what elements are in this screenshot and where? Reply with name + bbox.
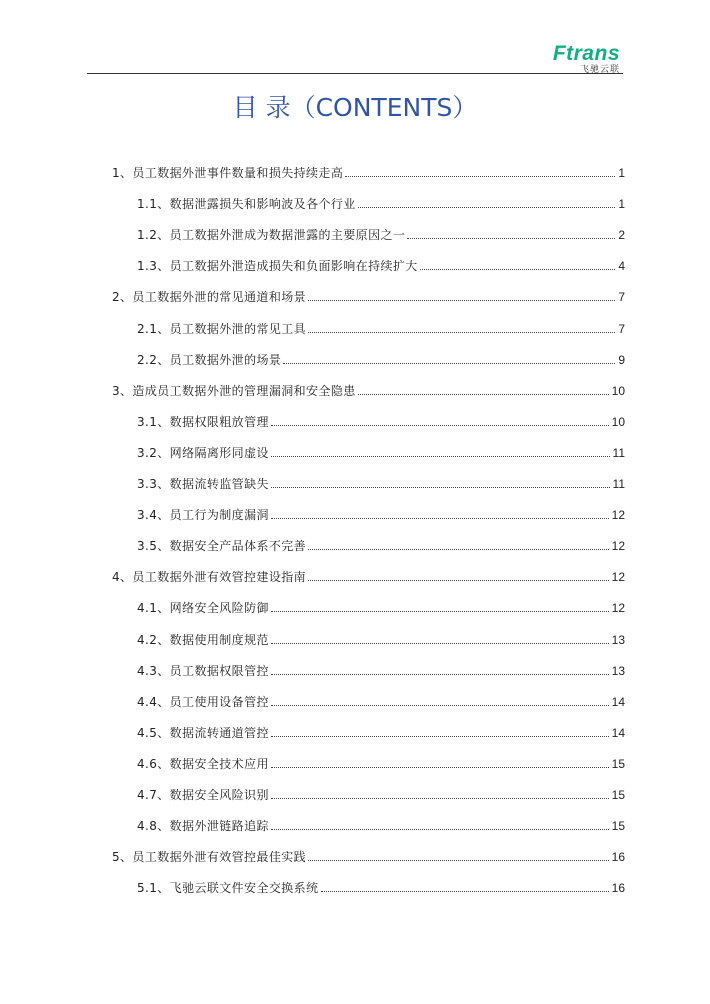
toc-entry[interactable]	[112, 772, 625, 803]
toc-page-number: 14	[611, 694, 625, 709]
toc-dot-leader	[321, 891, 609, 892]
toc-page-number: 10	[611, 414, 625, 429]
toc-entry[interactable]	[112, 399, 625, 430]
toc-entry[interactable]	[112, 554, 625, 585]
toc-entry-label: 4.5、数据流转通道管控	[137, 725, 269, 740]
toc-dot-leader	[308, 300, 615, 301]
toc-page-number: 10	[611, 383, 625, 398]
toc-dot-leader	[271, 736, 609, 737]
toc-page-number: 14	[611, 725, 625, 740]
toc-page-number: 7	[618, 290, 625, 305]
toc-dot-leader	[345, 176, 615, 177]
toc-entry-label: 1.1、数据泄露损失和影响波及各个行业	[137, 197, 356, 212]
toc-page-number: 12	[611, 508, 625, 523]
toc-entry-label: 4、员工数据外泄有效管控建设指南	[112, 570, 307, 585]
toc-page-number: 13	[611, 663, 625, 678]
logo-wordmark: Ftrans	[552, 42, 620, 65]
toc-entry-label: 3.4、员工行为制度漏洞	[137, 508, 269, 523]
toc-page-number: 16	[611, 881, 625, 896]
toc-entry[interactable]	[112, 616, 625, 647]
table-of-contents	[112, 150, 625, 896]
toc-page-number: 15	[611, 819, 625, 834]
toc-entry[interactable]	[112, 741, 625, 772]
logo-subtitle: 飞驰云联	[579, 65, 620, 75]
toc-dot-leader	[271, 456, 610, 457]
toc-page-number: 12	[611, 539, 625, 554]
toc-entry-label: 4.1、网络安全风险防御	[137, 601, 269, 616]
toc-dot-leader	[283, 363, 615, 364]
toc-dot-leader	[271, 829, 609, 830]
toc-entry[interactable]	[112, 337, 625, 368]
toc-page-number: 7	[618, 321, 625, 336]
toc-entry[interactable]	[112, 150, 625, 181]
toc-entry-label: 4.6、数据安全技术应用	[137, 756, 269, 771]
toc-entry-label: 5.1、飞驰云联文件安全交换系统	[137, 881, 319, 896]
toc-entry-label: 4.8、数据外泄链路追踪	[137, 819, 269, 834]
toc-dot-leader	[271, 705, 609, 706]
toc-page-number: 13	[611, 632, 625, 647]
toc-dot-leader	[271, 425, 609, 426]
toc-entry-label: 1.3、员工数据外泄造成损失和负面影响在持续扩大	[137, 259, 418, 274]
toc-entry-label: 3.3、数据流转监管缺失	[137, 477, 269, 492]
toc-dot-leader	[308, 580, 609, 581]
toc-dot-leader	[271, 643, 609, 644]
toc-dot-leader	[271, 798, 609, 799]
toc-entry[interactable]	[112, 523, 625, 554]
toc-entry[interactable]	[112, 461, 625, 492]
toc-entry[interactable]	[112, 648, 625, 679]
toc-entry[interactable]	[112, 274, 625, 305]
toc-dot-leader	[308, 332, 615, 333]
toc-page-number: 16	[611, 850, 625, 865]
toc-entry-label: 4.4、员工使用设备管控	[137, 694, 269, 709]
toc-entry[interactable]	[112, 679, 625, 710]
toc-page-number: 4	[618, 259, 625, 274]
toc-entry-label: 3.1、数据权限粗放管理	[137, 414, 269, 429]
toc-page-number: 12	[611, 570, 625, 585]
toc-entry[interactable]	[112, 803, 625, 834]
toc-dot-leader	[358, 207, 616, 208]
toc-page-number: 15	[611, 787, 625, 802]
toc-dot-leader	[271, 674, 609, 675]
toc-entry-label: 2、员工数据外泄的常见通道和场景	[112, 290, 307, 305]
toc-dot-leader	[271, 611, 609, 612]
toc-page-number: 11	[612, 477, 625, 492]
toc-entry[interactable]	[112, 492, 625, 523]
toc-dot-leader	[308, 549, 609, 550]
toc-entry-label: 4.2、数据使用制度规范	[137, 632, 269, 647]
header-divider	[87, 73, 623, 74]
toc-entry-label: 2.2、员工数据外泄的场景	[137, 352, 282, 367]
toc-entry-label: 4.7、数据安全风险识别	[137, 787, 269, 802]
toc-entry-label: 3.2、网络隔离形同虚设	[137, 445, 269, 460]
toc-dot-leader	[420, 269, 616, 270]
toc-entry[interactable]	[112, 212, 625, 243]
toc-page-number: 2	[618, 228, 625, 243]
company-logo	[553, 44, 620, 75]
toc-dot-leader	[271, 767, 609, 768]
toc-dot-leader	[407, 238, 615, 239]
toc-entry[interactable]	[112, 430, 625, 461]
toc-entry-label: 1.2、员工数据外泄成为数据泄露的主要原因之一	[137, 228, 406, 243]
toc-entry-label: 3、造成员工数据外泄的管理漏洞和安全隐患	[112, 383, 356, 398]
toc-page-number: 9	[618, 352, 625, 367]
toc-dot-leader	[271, 518, 609, 519]
toc-page-number: 1	[618, 166, 625, 181]
page-title: 目 录（CONTENTS）	[232, 93, 478, 122]
toc-entry[interactable]	[112, 585, 625, 616]
toc-entry-label: 2.1、员工数据外泄的常见工具	[137, 321, 307, 336]
toc-entry-label: 4.3、员工数据权限管控	[137, 663, 269, 678]
toc-dot-leader	[271, 487, 610, 488]
toc-entry[interactable]	[112, 865, 625, 896]
toc-page-number: 1	[618, 197, 625, 212]
toc-entry[interactable]	[112, 368, 625, 399]
toc-entry[interactable]	[112, 710, 625, 741]
toc-entry[interactable]	[112, 181, 625, 212]
toc-page-number: 11	[612, 445, 625, 460]
toc-entry[interactable]	[112, 305, 625, 336]
toc-entry-label: 1、员工数据外泄事件数量和损失持续走高	[112, 166, 344, 181]
toc-page-number: 12	[611, 601, 625, 616]
toc-entry[interactable]	[112, 243, 625, 274]
toc-dot-leader	[358, 394, 609, 395]
toc-page-number: 15	[611, 756, 625, 771]
toc-entry-label: 5、员工数据外泄有效管控最佳实践	[112, 850, 307, 865]
toc-entry[interactable]	[112, 834, 625, 865]
toc-entry-label: 3.5、数据安全产品体系不完善	[137, 539, 307, 554]
toc-dot-leader	[308, 860, 609, 861]
